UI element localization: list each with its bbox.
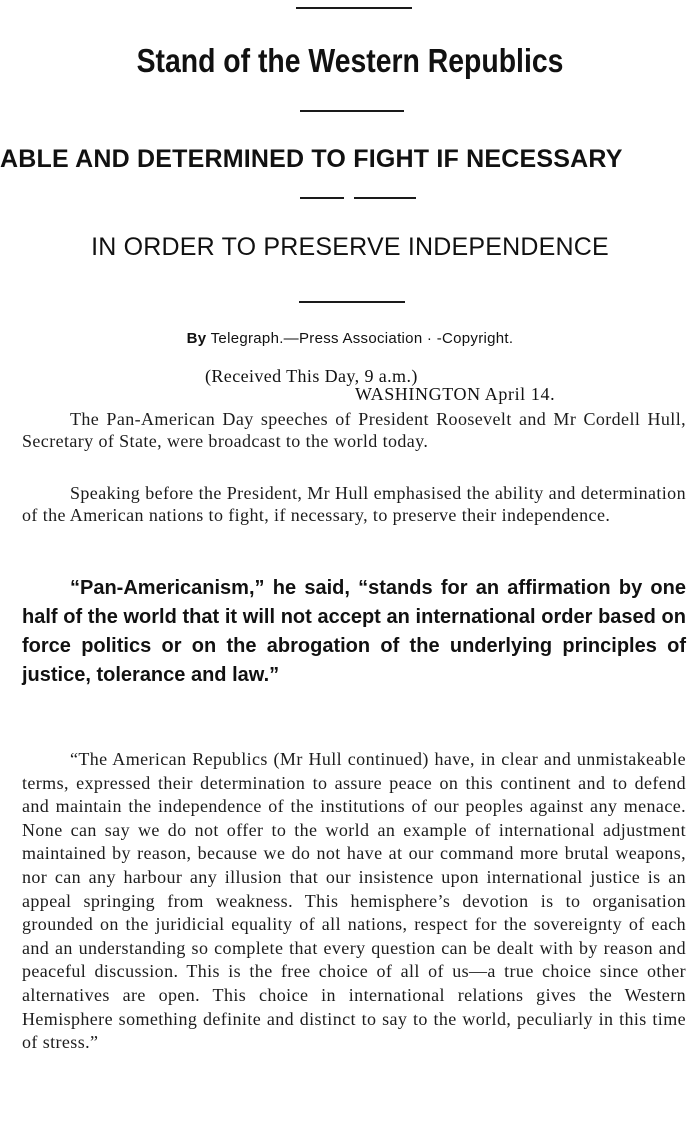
received-note: (Received This Day, 9 a.m.): [205, 366, 418, 386]
rule-after-main-headline: [300, 110, 404, 112]
byline-by: By: [186, 330, 207, 347]
main-headline: Stand of the Western Republics: [136, 42, 564, 79]
rule-after-second-headline-left: [300, 197, 344, 199]
pan-americanism-quote: “Pan-Americanism,” he said, “stands for an affirmation by one half of the world that it will not accept an international order based on force politics or on the abrogation of the underlying principles of justice, tolerance and law.”: [22, 577, 686, 686]
paragraph-hull-continued: “The American Republics (Mr Hull continued) have, in clear and unmistakeable terms, expressed their determination to assure peace on this continent and to defend and maintain the independence of the institutions of our peoples against any menace. None can say we do not offer to the world an example of international adjustment maintained by reason, because we do not have at our command more brutal weapons, nor can any harbour any illusion that our insistence upon international justice is an appeal springing from weakness. This hemisphere’s devotion is to organisation grounded on the juridicial equality of all nations, respect for the sovereignty of each and an understanding so complete that every question can be dealt with by reason and peaceful discussion. This is the free choice of all of us—a true choice since other alternatives are open. This choice in international relations gives the Western Hemisphere something definite and distinct to say to the world, peculiarly in this time of stress.”: [22, 749, 686, 1053]
rule-after-third-headline: [299, 301, 405, 303]
top-rule: [296, 7, 412, 9]
rule-after-second-headline-right: [354, 197, 416, 199]
paragraph-hull-emphasis: Speaking before the President, Mr Hull emphasised the ability and determination of the American nations to fight, if necessary, to preserve their independence.: [22, 483, 686, 525]
second-headline: ABLE AND DETERMINED TO FIGHT IF NECESSARY: [0, 145, 623, 173]
byline: [0, 330, 700, 347]
byline-source: Telegraph.—Press Association · -Copyright.: [210, 330, 514, 347]
paragraph-speeches-broadcast: The Pan-American Day speeches of President Roosevelt and Mr Cordell Hull, Secretary of State, were broadcast to the world today.: [22, 409, 686, 451]
dateline: WASHINGTON April 14.: [355, 384, 556, 404]
third-headline: IN ORDER TO PRESERVE INDEPENDENCE: [91, 233, 609, 261]
